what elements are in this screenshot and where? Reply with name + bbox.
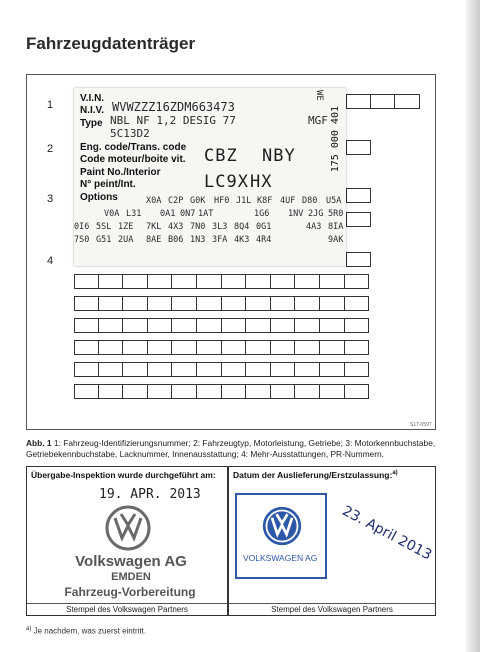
option-code: 2UA [118,235,134,245]
empty-grid-cell [246,384,271,399]
option-code: G51 [96,235,112,245]
empty-grid-cell [222,296,247,311]
empty-grid-row [74,296,369,311]
option-code: 0N7 [180,209,196,219]
option-code: 4A3 [306,222,322,232]
empty-grid-cell [197,318,222,333]
empty-grid-cell [271,340,296,355]
delivery-dealer-stamp [235,493,327,579]
interior-code: HX [250,172,273,192]
empty-grid-cell [148,274,173,289]
option-code: 3FA [212,235,228,245]
type-label: Type [80,118,103,129]
empty-grid-row [74,274,369,289]
empty-grid-cell [345,362,370,377]
option-code: 7KL [146,222,162,232]
row-number-3: 3 [47,193,54,205]
option-code: K8F [257,196,273,206]
vin-label: V.I.N. [80,93,105,104]
option-code: 4R4 [256,235,272,245]
empty-grid-cell [123,296,148,311]
option-code: X0A [146,196,162,206]
vin-value: WVWZZZ16ZDM663473 [112,100,235,114]
empty-grid-cell [295,318,320,333]
option-code: 1N3 [190,235,206,245]
empty-grid-cell [123,274,148,289]
inspection-box-title: Übergabe-Inspektion wurde durchgeführt am: [31,470,216,480]
transmission-code: NBY [262,146,296,166]
empty-grid-cell [222,274,247,289]
empty-grid-cell [99,274,124,289]
empty-grid-cell [246,362,271,377]
empty-grid-cell [148,296,173,311]
engine-label-fr: Code moteur/boite vit. [80,154,186,165]
empty-grid-cell [172,340,197,355]
option-code: G0K [190,196,206,206]
volkswagen-logo-icon [105,505,151,551]
row-number-4: 4 [47,255,54,267]
option-code: 8Q4 [234,222,250,232]
empty-grid-cell [172,384,197,399]
empty-grid-row [74,384,369,399]
caption-label: Abb. 1 [26,438,52,448]
option-code: 0G1 [256,222,272,232]
option-code: D80 [302,196,318,206]
option-code: L31 [126,209,142,219]
empty-grid-cell [197,340,222,355]
option-code: V0A [104,209,120,219]
empty-grid-row [74,340,369,355]
sticker-side-letters: WE [314,90,324,101]
option-code: 1NV [288,209,304,219]
option-code: U5A [326,196,342,206]
option-code: 7N0 [190,222,206,232]
inspection-date-stamp: 19. APR. 2013 [99,487,201,502]
empty-grid-cell [320,384,345,399]
delivery-box-title-text: Datum der Auslieferung/Erstzulassung: [233,470,393,480]
row2-boxes [346,140,371,155]
options-label: Options [80,192,118,203]
empty-grid-cell [295,384,320,399]
option-code: 5SL [96,222,112,232]
empty-grid-cell [320,318,345,333]
empty-grid-cell [74,318,99,333]
niv-label: N.I.V. [80,105,105,116]
empty-grid-cell [99,296,124,311]
empty-grid-cell [271,318,296,333]
type-suffix: MGF [308,114,328,127]
empty-grid-cell [271,384,296,399]
delivery-footnote-ref: a) [392,470,398,477]
paint-label-fr: N° peint/Int. [80,179,136,190]
empty-grid-cell [172,318,197,333]
option-code: 9AK [328,235,344,245]
empty-grid-cell [172,274,197,289]
page-title: Fahrzeugdatenträger [26,34,196,53]
row4-boxes [346,252,371,267]
empty-grid-cell [271,274,296,289]
option-code: 1ZE [118,222,134,232]
empty-grid-row [74,318,369,333]
inspection-box [26,466,228,616]
empty-grid-cell [246,318,271,333]
empty-grid-cell [74,340,99,355]
empty-grid-cell [222,362,247,377]
volkswagen-logo-icon [261,505,303,547]
sticker-serial-number: 175 000 401 [330,106,341,173]
empty-grid-cell [172,362,197,377]
empty-grid-cell [345,384,370,399]
option-code: 4UF [280,196,296,206]
option-code: C2P [168,196,184,206]
option-code: 4X3 [168,222,184,232]
empty-grid-cell [123,340,148,355]
page-edge [466,0,480,652]
option-code: 0A1 [160,209,176,219]
empty-grid-cell [148,318,173,333]
option-code: 5R0 [328,209,344,219]
empty-grid-cell [271,296,296,311]
empty-grid-cell [197,362,222,377]
footnote [26,626,146,636]
delivery-stamp-text: VOLKSWAGEN AG [243,553,318,563]
handwritten-delivery-date: 23. April 2013 [339,503,435,564]
empty-grid-cell [99,362,124,377]
empty-grid-cell [320,274,345,289]
delivery-box-footer: Stempel des Volkswagen Partners [229,603,435,615]
empty-grid-cell [345,296,370,311]
empty-grid-cell [172,296,197,311]
figure-caption [26,438,436,460]
empty-grid-cell [148,340,173,355]
footnote-text: Je nachdem, was zuerst eintritt. [33,626,147,636]
paint-code: LC9X [204,172,249,192]
stamp-company-name: Volkswagen AG [75,553,187,570]
empty-grid-cell [295,274,320,289]
empty-grid-cell [123,318,148,333]
empty-grid-row [74,362,369,377]
empty-grid-cell [74,296,99,311]
row1-boxes [346,94,420,109]
empty-grid-cell [99,318,124,333]
empty-grid-cell [123,384,148,399]
empty-grid-cell [222,384,247,399]
row-number-1: 1 [47,99,54,111]
empty-grid-cell [295,362,320,377]
type-code-value: 5C13D2 [110,127,150,140]
empty-grid-cell [123,362,148,377]
engine-label: Eng. code/Trans. code [80,142,187,153]
empty-grid-cell [74,362,99,377]
empty-grid-cell [99,340,124,355]
row3-boxes-2 [346,212,371,227]
stamp-city: EMDEN [111,571,151,583]
empty-grid-cell [295,340,320,355]
vehicle-data-sticker [74,88,346,266]
engine-code: CBZ [204,146,238,166]
empty-grid-cell [320,340,345,355]
empty-grid-cell [320,362,345,377]
option-code: 8IA [328,222,344,232]
empty-grid-cell [246,274,271,289]
option-code: J1L [236,196,252,206]
inspection-box-footer: Stempel des Volkswagen Partners [27,603,227,615]
empty-grid-cell [345,318,370,333]
empty-grid-cell [295,296,320,311]
caption-text: 1: Fahrzeug-Identifizierungsnummer; 2: Fahrzeugtyp, Motorleistung, Getriebe; 3: Motorkennbuchstabe, Getriebekennbuchstabe, Lacknummer, Innenausstattung; 4: Mehr-Ausstattungen, PR-Nummern. [26,438,436,459]
option-code: 3L3 [212,222,228,232]
empty-grid-cell [246,340,271,355]
figure-reference-code: S1T-0597 [410,422,432,428]
empty-grid-cell [271,362,296,377]
option-code: 2JG [308,209,324,219]
empty-grid-cell [197,274,222,289]
empty-grid-cell [320,296,345,311]
option-code: 1G6 [254,209,270,219]
empty-grid-cell [246,296,271,311]
delivery-box [228,466,436,616]
stamp-department: Fahrzeug-Vorbereitung [64,585,196,599]
option-code: B06 [168,235,184,245]
paint-label: Paint No./Interior [80,167,161,178]
type-value: NBL NF 1,2 DESIG 77 [110,114,236,127]
empty-grid-cell [197,296,222,311]
row3-boxes [346,188,371,203]
option-code: 0I6 [74,222,90,232]
option-code: 7S0 [74,235,90,245]
option-code: 8AE [146,235,162,245]
empty-grid-cell [99,384,124,399]
empty-grid-cell [345,340,370,355]
row-number-2: 2 [47,143,54,155]
option-code: 4K3 [234,235,250,245]
option-code: 1AT [198,209,214,219]
empty-grid-cell [197,384,222,399]
empty-grid-cell [148,384,173,399]
delivery-box-title [233,470,398,480]
empty-grid-cell [222,318,247,333]
empty-grid-cell [74,274,99,289]
empty-grid-cell [222,340,247,355]
footnote-marker: a) [26,626,32,632]
empty-grid-cell [148,362,173,377]
option-code: HF0 [214,196,230,206]
empty-grid-cell [74,384,99,399]
empty-grid-cell [345,274,370,289]
